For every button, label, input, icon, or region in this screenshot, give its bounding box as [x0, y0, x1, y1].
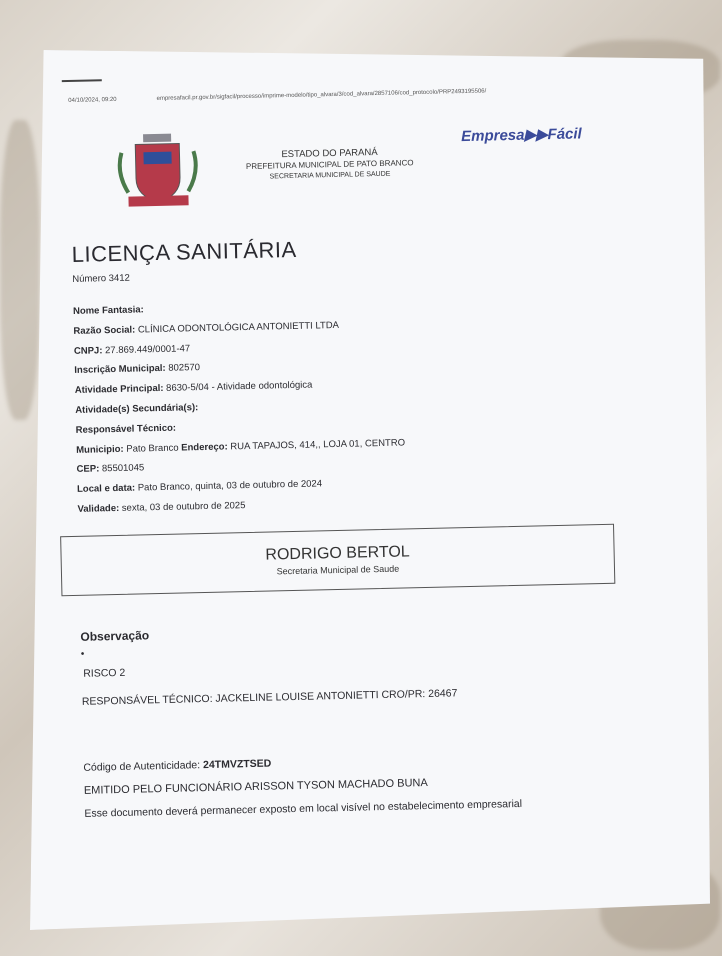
empresa-facil-logo: Empresa▶▶Fácil	[460, 125, 582, 146]
signatory-name: RODRIGO BERTOL	[265, 543, 410, 564]
observacao-bullet: •	[80, 648, 85, 660]
marble-texture	[0, 120, 40, 420]
signature-box	[60, 524, 615, 597]
issuer-secretaria: SECRETARIA MUNICIPAL DE SAUDE	[269, 170, 391, 181]
field-municipio: Municipio: Pato Branco Endereço: RUA TAPAJOS, 414,, LOJA 01, CENTRO	[76, 437, 406, 456]
signatory-role: Secretaria Municipal de Saude	[276, 563, 400, 577]
issuer-prefeitura: PREFEITURA MUNICIPAL DE PATO BRANCO	[245, 158, 414, 171]
field-validade: Validade: sexta, 03 de outubro de 2025	[77, 500, 246, 515]
field-local-data: Local e data: Pato Branco, quinta, 03 de outubro de 2024	[76, 478, 323, 496]
display-notice: Esse documento deverá permanecer exposto em local visível no estabelecimento empresarial	[84, 797, 523, 820]
observacao-title: Observação	[80, 628, 150, 644]
field-responsavel: Responsável Técnico:	[75, 422, 177, 436]
field-secundarias: Atividade(s) Secundária(s):	[75, 402, 199, 416]
print-url: empresafacil.pr.gov.br/sigfacil/processo/imprime-modelo/tipo_alvara/3/cod_alvara/2857106/cod_protocolo/PRP2493195506/	[156, 88, 487, 102]
risk-level: RISCO 2	[83, 666, 126, 680]
technical-responsible: RESPONSÁVEL TÉCNICO: JACKELINE LOUISE ANTONIETTI CRO/PR: 26467	[81, 687, 458, 708]
field-inscricao: Inscrição Municipal: 802570	[74, 362, 201, 377]
license-fields	[73, 290, 598, 520]
field-nome-fantasia: Nome Fantasia:	[72, 304, 144, 317]
authenticity-code: Código de Autenticidade: 24TMVZTSED	[83, 757, 272, 774]
license-number: Número 3412	[72, 272, 130, 285]
field-atividade: Atividade Principal: 8630-5/04 - Atividade odontológica	[74, 379, 313, 397]
field-cnpj: CNPJ: 27.869.449/0001-47	[73, 342, 191, 357]
issuer-block	[229, 146, 430, 184]
issuer-state: ESTADO DO PARANÁ	[281, 146, 378, 161]
field-cep: CEP: 85501045	[76, 462, 145, 476]
field-razao-social: Razão Social: CLÍNICA ODONTOLÓGICA ANTONIETTI LTDA	[73, 319, 340, 337]
municipal-crest-icon	[113, 131, 203, 213]
print-datetime: 04/10/2024, 09:20	[68, 96, 117, 104]
issued-by: EMITIDO PELO FUNCIONÁRIO ARISSON TYSON MACHADO BUNA	[83, 777, 428, 797]
document-title: LICENÇA SANITÁRIA	[71, 236, 297, 267]
